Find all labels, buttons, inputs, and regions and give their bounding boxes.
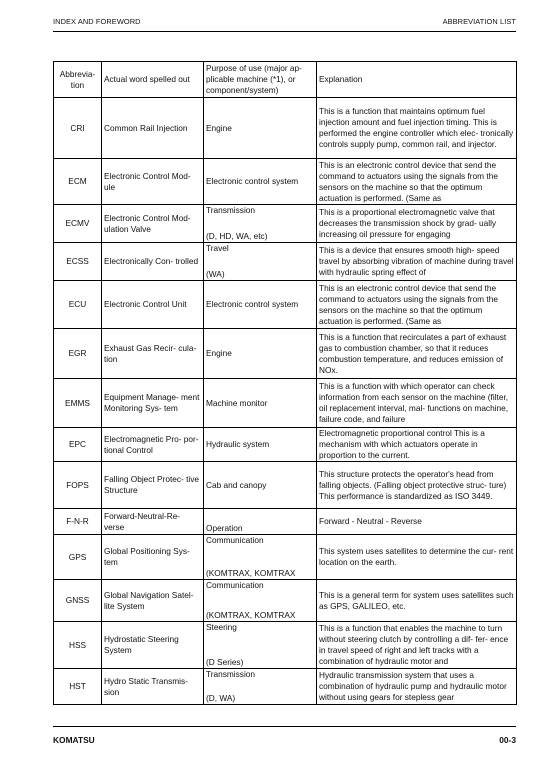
abbreviation-cell: [54, 509, 102, 535]
purpose-machines: (D, HD, WA, etc): [206, 231, 268, 241]
abbreviation-cell: [54, 669, 102, 705]
table-row: [54, 535, 517, 580]
word-cell: [102, 243, 204, 281]
word-text: Hydro Static Transmis- sion: [104, 675, 188, 697]
word-cell: [102, 535, 204, 580]
explanation-text: This system uses satellites to determine the cur- rent location on the earth.: [319, 546, 514, 567]
word-text: Common Rail Injection: [104, 122, 188, 133]
abbreviation-cell: [54, 535, 102, 580]
word-text: Electronic Control Mod- ule: [104, 170, 191, 192]
footer-rule: [53, 726, 516, 727]
explanation-text: This is a general term for system uses satellites such as GPS, GALILEO, etc.: [319, 589, 514, 611]
purpose-text: Hydraulic system: [206, 439, 270, 449]
purpose-component: Communication: [206, 535, 264, 545]
table-row: [54, 509, 517, 535]
word-text: Electronically Con- trolled: [104, 256, 199, 266]
word-text: Hydrostatic Steering System: [104, 634, 179, 655]
table-row: [54, 98, 517, 159]
purpose-machines: (WA): [206, 269, 225, 279]
purpose-cell: [204, 535, 317, 580]
abbreviation-cell: [54, 580, 102, 622]
abbreviation-cell: [54, 281, 102, 329]
purpose-machines: (D Series): [206, 657, 244, 667]
abbreviation-text: F-N-R: [66, 516, 89, 526]
word-text: Falling Object Protec- tive Structure: [104, 474, 199, 495]
purpose-text: Machine monitor: [206, 397, 268, 408]
explanation-text: Hydraulic transmission system that uses a combination of hydraulic pump and hydraulic motor without using gears for stepless gear: [319, 670, 507, 702]
explanation-text: This is an electronic control device that send the command to actuators using the signals from the sensors on the machine so that the optimum actuation is performed. (Same as: [319, 159, 498, 203]
purpose-cell: [204, 669, 317, 705]
column-header-purpose: Purpose of use (major ap- plicable machine (*1), or component/system): [204, 62, 317, 98]
purpose-component: Steering: [206, 622, 237, 632]
purpose-cell: [204, 281, 317, 329]
purpose-text: Electronic control system: [206, 176, 299, 186]
table-row: [54, 379, 517, 428]
purpose-cell: [204, 428, 317, 462]
word-cell: [102, 205, 204, 243]
purpose-component: Travel: [206, 243, 229, 253]
purpose-cell: [204, 509, 317, 535]
abbreviation-text: CRI: [70, 122, 85, 133]
purpose-cell: [204, 462, 317, 509]
abbreviation-text: ECU: [68, 299, 87, 309]
purpose-machines: (KOMTRAX, KOMTRAX: [206, 610, 296, 620]
abbreviation-text: GPS: [68, 551, 87, 562]
abbreviation-text: ECSS: [66, 256, 89, 266]
word-cell: [102, 98, 204, 159]
word-text: Equipment Manage- ment Monitoring Sys- tem: [104, 392, 200, 413]
explanation-text: This structure protects the operator's head from falling objects. (Falling object protective struc- ture) This performance is standardized as ISO 3449.: [319, 468, 507, 501]
abbreviation-text: HST: [69, 681, 86, 691]
explanation-cell: [317, 159, 517, 205]
table-row: [54, 243, 517, 281]
purpose-cell: [204, 329, 317, 379]
abbreviation-text: EMMS: [65, 397, 90, 408]
explanation-text: This is a function that enables the machine to turn without steering clutch by controlling a dif- fer- ence in travel speed of right and left tracks with a combination of hydraulic motor and: [319, 623, 509, 666]
word-text: Electronic Control Mod- ulation Valve: [104, 212, 191, 234]
header-rule: [53, 31, 516, 32]
purpose-text: Engine: [206, 348, 232, 358]
column-header-abbreviation: Abbrevia- tion: [54, 62, 102, 98]
explanation-cell: [317, 205, 517, 243]
explanation-cell: [317, 535, 517, 580]
purpose-text: Cab and canopy: [206, 479, 267, 490]
explanation-cell: [317, 669, 517, 705]
table-row: [54, 159, 517, 205]
word-cell: [102, 379, 204, 428]
abbreviation-cell: [54, 428, 102, 462]
abbreviation-text: FOPS: [66, 479, 89, 490]
abbreviation-cell: [54, 98, 102, 159]
purpose-machines: (KOMTRAX, KOMTRAX: [206, 568, 296, 578]
table-row: [54, 205, 517, 243]
abbreviation-cell: [54, 205, 102, 243]
brand-footer: KOMATSU: [53, 735, 95, 745]
abbreviation-text: GNSS: [65, 595, 90, 605]
abbreviation-cell: [54, 379, 102, 428]
purpose-component: Transmission: [206, 205, 256, 215]
table-row: [54, 329, 517, 379]
page-number: 00-3: [499, 735, 516, 745]
word-cell: [102, 428, 204, 462]
purpose-cell: [204, 580, 317, 622]
word-cell: [102, 281, 204, 329]
word-cell: [102, 329, 204, 379]
word-text: Forward-Neutral-Re- verse: [104, 510, 181, 532]
explanation-cell: [317, 622, 517, 669]
word-text: Global Positioning Sys- tem: [104, 546, 190, 567]
column-header-word: Actual word spelled out: [102, 62, 204, 98]
word-text: Exhaust Gas Recir- cula- tion: [104, 342, 197, 364]
explanation-cell: [317, 243, 517, 281]
abbreviation-cell: [54, 329, 102, 379]
column-header-explanation: Explanation: [317, 62, 517, 98]
table-row: [54, 281, 517, 329]
explanation-text: This is a proportional electromagnetic valve that decreases the transmission shock by grad- ually increasing oil pressure for engaging: [319, 207, 497, 239]
explanation-text: This is an electronic control device that send the command to actuators using the signals from the sensors on the machine so that the optimum actuation is performed. (Same as: [319, 282, 498, 326]
purpose-component: Transmission: [206, 669, 256, 679]
purpose-text: Electronic control system: [206, 299, 299, 309]
explanation-text: This is a function that recirculates a part of exhaust gas to combustion chamber, so that it reduces combustion temperature, and reduces emission of NOx.: [319, 331, 507, 375]
word-cell: [102, 509, 204, 535]
explanation-cell: [317, 98, 517, 159]
purpose-cell: [204, 379, 317, 428]
table-row: [54, 580, 517, 622]
abbreviation-cell: [54, 622, 102, 669]
abbreviation-text: ECMV: [65, 218, 90, 228]
explanation-cell: [317, 281, 517, 329]
abbreviation-text: HSS: [68, 639, 87, 650]
word-cell: [102, 669, 204, 705]
word-cell: [102, 462, 204, 509]
purpose-cell: [204, 159, 317, 205]
abbreviation-table: [53, 61, 517, 705]
word-text: Global Navigation Satel- lite System: [104, 589, 194, 611]
word-cell: [102, 622, 204, 669]
explanation-text: This is a function that maintains optimum fuel injection amount and fuel injection timing. This is performed the engine controller which elec- tronically controls supply pump, common rail, and injector.: [319, 106, 514, 149]
purpose-machines: (D, WA): [206, 693, 236, 703]
explanation-text: This is a function with which operator can check information from each sensor on the machine (filter, oil replacement interval, mal- functions on machine, failure code, and failure: [319, 381, 509, 424]
explanation-cell: [317, 462, 517, 509]
table-row: [54, 462, 517, 509]
table-header-row: [54, 62, 517, 98]
explanation-cell: [317, 580, 517, 622]
abbreviation-text: EGR: [68, 348, 87, 358]
page-subject: ABBREVIATION LIST: [442, 17, 516, 26]
explanation-cell: [317, 428, 517, 462]
section-title: INDEX AND FOREWORD: [53, 17, 141, 26]
abbreviation-cell: [54, 159, 102, 205]
explanation-cell: [317, 329, 517, 379]
abbreviation-cell: [54, 462, 102, 509]
purpose-cell: [204, 205, 317, 243]
table-row: [54, 428, 517, 462]
explanation-text: Electromagnetic proportional control This is a mechanism with which actuators operate in proportion to the current.: [319, 428, 485, 460]
abbreviation-text: ECM: [68, 176, 87, 186]
purpose-text: Engine: [206, 122, 232, 133]
abbreviation-cell: [54, 243, 102, 281]
explanation-cell: [317, 379, 517, 428]
table-row: [54, 669, 517, 705]
purpose-component: Communication: [206, 580, 264, 590]
abbreviation-text: EPC: [68, 439, 87, 449]
purpose-cell: [204, 622, 317, 669]
explanation-text: This is a device that ensures smooth high- speed travel by absorbing vibration of machine during travel with hydraulic spring effect of: [319, 245, 514, 277]
purpose-cell: [204, 243, 317, 281]
word-text: Electronic Control Unit: [104, 299, 187, 309]
purpose-machines: Operation: [206, 523, 243, 533]
explanation-text: Forward - Neutral - Reverse: [319, 516, 422, 526]
explanation-cell: [317, 509, 517, 535]
word-cell: [102, 580, 204, 622]
word-text: Electromagnetic Pro- por- tional Control: [104, 433, 199, 455]
table-row: [54, 622, 517, 669]
word-cell: [102, 159, 204, 205]
purpose-cell: [204, 98, 317, 159]
